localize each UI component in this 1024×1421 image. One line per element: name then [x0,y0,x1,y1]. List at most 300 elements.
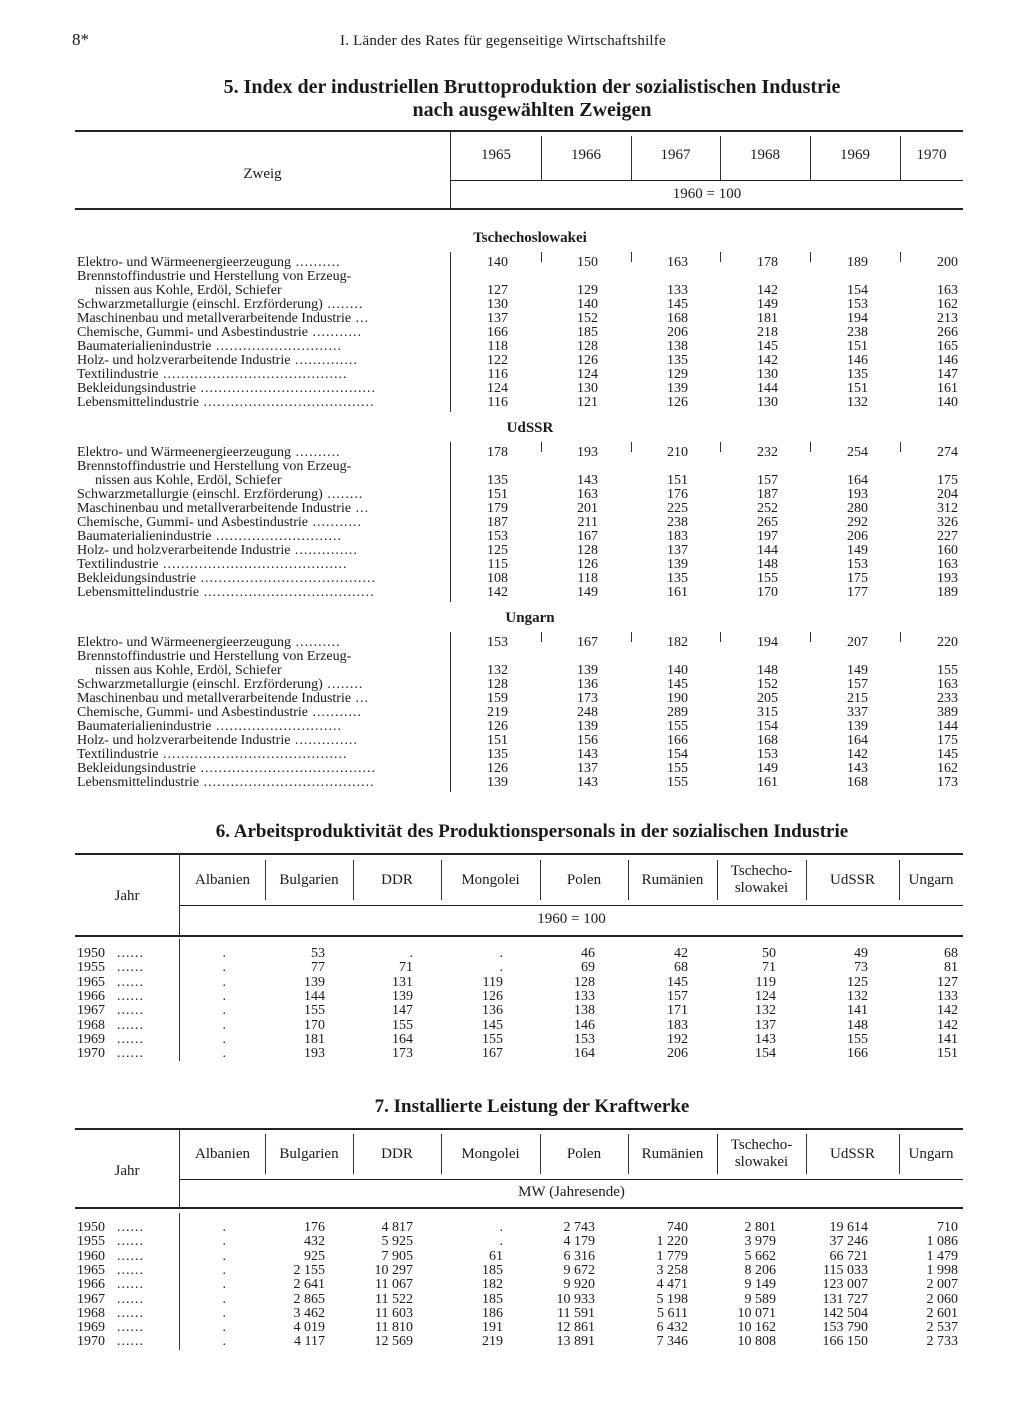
table7-column-divider [540,1134,541,1174]
table5-leader-dots: ............................ [211,719,343,734]
table7-unit: MW (Jahresende) [518,1184,625,1200]
table6-cell: . [222,1017,226,1033]
table5-cell: 206 [667,325,688,340]
table5-cell: 126 [487,719,508,734]
table5-row-label: nissen aus Kohle, Erdöl, Schiefer [95,473,282,488]
table7-stub-header: Jahr [114,1163,140,1179]
table5-cell: 135 [667,353,688,368]
table6-cell: 71 [762,960,776,976]
table5-leader-dots: ....................................... [196,571,376,586]
table5-year-header: 1966 [571,147,601,163]
table5-cell: 154 [757,719,778,734]
table6-cell: 71 [399,960,413,976]
table6-cell: 131 [392,974,413,990]
table5-cell: 108 [487,571,508,586]
table6-column-header: UdSSR [829,872,876,888]
table5-cell: 218 [757,325,778,340]
table6-leader-dots: ...... [117,1003,144,1019]
table5-cell: 181 [757,311,778,326]
table7-row [0,1278,1024,1292]
table7-leader-dots: ...... [117,1234,144,1250]
table5-leader-dots: ...................................... [199,585,375,600]
table5-header-rule [75,208,963,210]
table5-cell: 215 [847,691,868,706]
table7-column-divider [628,1134,629,1174]
table5-cell: 265 [757,515,778,530]
table5-cell: 122 [487,353,508,368]
table5-leader-dots: ......................................... [158,747,348,762]
table6-cell: 155 [482,1031,503,1047]
table5-cell: 128 [487,677,508,692]
table5-cell: 130 [577,381,598,396]
table7-cell: 176 [304,1220,325,1235]
table5-cell: 185 [577,325,598,340]
table6-cell: 124 [755,988,776,1004]
table5-cell: 187 [757,487,778,502]
table5-leader-dots: .......... [291,445,341,460]
table6-cell: 125 [847,974,868,990]
table5-cell: 157 [847,677,868,692]
table6-cell: 192 [667,1031,688,1047]
table6-cell: 77 [311,960,325,976]
table7-column-divider [265,1134,266,1174]
table5-cell: 148 [757,557,778,572]
table6-column-divider [899,860,900,900]
table5-cell: 137 [667,543,688,558]
table5-row [0,396,1024,410]
table7-column-header: Tschecho- [730,1137,793,1153]
table7-cell: 1 220 [656,1234,688,1250]
table6-cell: 154 [755,1046,776,1062]
table6-cell: . [222,1031,226,1047]
table5-cell: 187 [487,515,508,530]
table5-cell: 139 [667,381,688,396]
table7-row-year: 1969 [77,1320,105,1336]
table6-column-divider [540,860,541,900]
table6-cell: 147 [392,1003,413,1019]
table5-cell: 145 [667,677,688,692]
table6-cell: 139 [304,974,325,990]
table5-cell: 166 [487,325,508,340]
table5-leader-dots: ........ [322,487,364,502]
table6-cell: . [222,988,226,1004]
table5-cell: 173 [937,775,958,790]
table7-cell: 185 [482,1291,503,1307]
table7-cell: 2 641 [293,1277,325,1293]
table5-cell: 128 [577,543,598,558]
table7-cell: 2 801 [744,1220,776,1235]
table5-cell: 143 [847,761,868,776]
table7-cell: 9 672 [563,1262,595,1278]
table5-cell: 139 [577,663,598,678]
table5-cell: 193 [937,571,958,586]
table5-cell: 254 [847,445,868,460]
table6-cell: . [499,946,503,961]
table5-row-label: Holz- und holzverarbeitende Industrie .............. [77,353,358,368]
table5-cell: 151 [487,733,508,748]
table5-row [0,664,1024,678]
table5-cell: 116 [487,367,508,382]
table6-column-header: Ungarn [908,872,954,888]
table5-cell: 168 [757,733,778,748]
table5-leader-dots: ... [351,311,370,326]
table6-cell: 173 [392,1046,413,1062]
table5-cell: 155 [667,719,688,734]
table7-cell: 9 920 [563,1277,595,1293]
table7-cell: 8 206 [744,1262,776,1278]
table5-row [0,474,1024,488]
table5-year-header: 1965 [481,147,511,163]
table5-base-rule [451,180,963,181]
table5-row [0,572,1024,586]
table7-row [0,1235,1024,1249]
table6-cell: 141 [937,1031,958,1047]
table5-cell: 145 [757,339,778,354]
table5-cell: 139 [667,557,688,572]
table5-cell: 151 [667,473,688,488]
table5-row [0,586,1024,600]
table7-header-rule [75,1207,963,1209]
table5-cell: 140 [667,663,688,678]
table6-column-header: Bulgarien [279,872,339,888]
table6-cell: 68 [944,946,958,961]
table7-cell: 432 [304,1234,325,1250]
table6-cell: 119 [755,974,776,990]
table5-cell: 175 [847,571,868,586]
table6-cell: 155 [304,1003,325,1019]
table7-cell: 19 614 [829,1220,868,1235]
table5-leader-dots: ... [351,691,370,706]
table5-title-line2: nach ausgewählten Zweigen [412,99,652,121]
table7-cell: 3 979 [744,1234,776,1250]
table5-stub-header: Zweig [243,166,282,182]
table7-row-year: 1966 [77,1277,105,1293]
table6-cell: 136 [482,1003,503,1019]
table5-cell: 129 [577,283,598,298]
table5-year-header: 1967 [660,147,691,163]
table5-leader-dots: .............. [290,543,358,558]
table5-cell: 149 [847,663,868,678]
table7-cell: . [222,1277,226,1293]
table5-cell: 219 [487,705,508,720]
table6-cell: 68 [674,960,688,976]
table5-cell: 127 [487,283,508,298]
table6-cell: . [499,960,503,976]
table6-cell: 73 [854,960,868,976]
table5-row [0,706,1024,720]
table5-row [0,382,1024,396]
table5-row [0,720,1024,734]
table5-cell: 143 [577,473,598,488]
table5-row [0,544,1024,558]
table5-row-label: Baumaterialienindustrie ............................ [77,339,343,354]
table7-leader-dots: ...... [117,1334,144,1350]
table7-cell: 142 504 [822,1305,868,1321]
table5-row [0,762,1024,776]
table5-row-label: Maschinenbau und metallverarbeitende Industrie ... [77,691,370,706]
table6-cell: 155 [392,1017,413,1033]
table5-cell: 139 [847,719,868,734]
table7-leader-dots: ...... [117,1220,144,1235]
table5-row [0,256,1024,270]
table7-cell: 166 150 [822,1334,868,1350]
table5-row-label: Brennstoffindustrie und Herstellung von Erzeug- [77,649,352,664]
table5-cell: 142 [757,353,778,368]
table5-cell: 150 [577,255,598,270]
table5-cell: 126 [577,353,598,368]
table5-cell: 204 [937,487,958,502]
table5-cell: 176 [667,487,688,502]
table7-leader-dots: ...... [117,1248,144,1264]
table6-cell: 49 [854,946,868,961]
table6-cell: 53 [311,946,325,961]
table6-cell: 141 [847,1003,868,1019]
table5-cell: 175 [937,733,958,748]
table7-cell: 925 [304,1248,325,1264]
table5-row-label: Textilindustrie ......................................... [77,747,348,762]
table7-cell: 10 071 [737,1305,776,1321]
table7-column-divider [441,1134,442,1174]
table5-row-label: Maschinenbau und metallverarbeitende Industrie ... [77,311,370,326]
table5-cell: 238 [847,325,868,340]
table5-leader-dots: ........ [322,677,364,692]
table7-column-header: Albanien [195,1146,250,1162]
table7-row-year: 1970 [77,1334,105,1350]
table5-cell: 144 [757,381,778,396]
table7-row [0,1250,1024,1264]
table5-cell: 154 [667,747,688,762]
table7-cell: 11 603 [375,1305,413,1321]
table5-row [0,636,1024,650]
table5-cell: 238 [667,515,688,530]
table7-cell: 2 060 [926,1291,958,1307]
table7-cell: 37 246 [829,1234,868,1250]
table5-cell: 193 [577,445,598,460]
table5-cell: 142 [757,283,778,298]
table5-cell: 168 [847,775,868,790]
table7-cell: 11 810 [375,1320,413,1336]
table5-row-label: Brennstoffindustrie und Herstellung von Erzeug- [77,459,352,474]
table5-cell: 162 [937,761,958,776]
table7-cell: 710 [937,1220,958,1235]
table5-cell: 126 [487,761,508,776]
table7-row-year: 1960 [77,1248,105,1264]
table5-cell: 315 [757,705,778,720]
table5-cell: 125 [487,543,508,558]
table5-cell: 289 [667,705,688,720]
table6-row [0,961,1024,975]
table5-row-label: nissen aus Kohle, Erdöl, Schiefer [95,283,282,298]
table5-cell: 144 [937,719,958,734]
table7-row [0,1293,1024,1307]
table6-cell: 206 [667,1046,688,1062]
table7-cell: 2 007 [926,1277,958,1293]
table5-cell: 130 [487,297,508,312]
table5-cell: 115 [487,557,508,572]
table5-cell: 213 [937,311,958,326]
table6-cell: 146 [574,1017,595,1033]
table5-row-label: nissen aus Kohle, Erdöl, Schiefer [95,663,282,678]
table6-row [0,1047,1024,1061]
table7-cell: 182 [482,1277,503,1293]
table5-cell: 200 [937,255,958,270]
table7-leader-dots: ...... [117,1277,144,1293]
table5-cell: 280 [847,501,868,516]
table7-leader-dots: ...... [117,1291,144,1307]
table5-cell: 129 [667,367,688,382]
table6-leader-dots: ...... [117,988,144,1004]
table7-cell: 5 662 [744,1248,776,1264]
table7-column-header: Mongolei [461,1146,520,1162]
table6-column-header: DDR [381,872,413,888]
table7-cell: 4 019 [293,1320,325,1336]
table6-cell: 133 [937,988,958,1004]
table7-cell: 2 601 [926,1305,958,1321]
table6-cell: 193 [304,1046,325,1062]
table6-cell: 50 [762,946,776,961]
table5-cell: 140 [937,395,958,410]
table6-cell: 127 [937,974,958,990]
page-number: 8* [72,30,89,49]
table6-leader-dots: ...... [117,946,144,961]
table7-cell: . [222,1320,226,1336]
table7-column-divider [806,1134,807,1174]
table6-cell: 132 [755,1003,776,1019]
table5-row [0,312,1024,326]
table7-row [0,1264,1024,1278]
table6-column-header: Tschecho- [730,863,793,879]
table5-cell: 137 [577,761,598,776]
table5-cell: 266 [937,325,958,340]
table6-row-year: 1968 [77,1017,105,1033]
table5-column-divider [810,136,811,180]
table6-column-divider [441,860,442,900]
table6-cell: 166 [847,1046,868,1062]
table6-column-header: slowakei [734,880,789,896]
table5-cell: 139 [487,775,508,790]
table5-cell: 162 [937,297,958,312]
table7-cell: 186 [482,1305,503,1321]
table5-cell: 145 [667,297,688,312]
table5-leader-dots: ....................................... [196,761,376,776]
table7-cell: . [222,1262,226,1278]
table6-cell: . [222,1046,226,1062]
table6-row-year: 1970 [77,1046,105,1062]
table5-cell: 118 [577,571,598,586]
table5-section-title: UdSSR [506,420,554,436]
table5-cell: 149 [757,297,778,312]
table5-cell: 142 [487,585,508,600]
table6-leader-dots: ...... [117,960,144,976]
table5-cell: 178 [487,445,508,460]
table5-cell: 182 [667,635,688,650]
table6-column-header: Mongolei [461,872,520,888]
table5-cell: 155 [757,571,778,586]
table5-cell: 121 [577,395,598,410]
table5-year-header: 1970 [916,147,947,163]
table5-cell: 153 [847,557,868,572]
table7-cell: 9 589 [744,1291,776,1307]
table6-base-rule [180,905,963,906]
table5-cell: 205 [757,691,778,706]
table7-cell: 2 537 [926,1320,958,1336]
table5-cell: 142 [847,747,868,762]
table5-row-label: Bekleidungsindustrie ....................................... [77,571,376,586]
table5-cell: 124 [577,367,598,382]
table7-cell: 131 727 [822,1291,868,1307]
table7-column-divider [717,1134,718,1174]
table5-cell: 133 [667,283,688,298]
table6-column-header: Albanien [195,872,250,888]
table6-cell: 151 [937,1046,958,1062]
table5-cell: 138 [667,339,688,354]
table5-cell: 130 [757,395,778,410]
table5-row-label: Chemische, Gummi- und Asbestindustrie ........... [77,705,362,720]
table5-cell: 164 [847,733,868,748]
table6-row [0,976,1024,990]
table5-cell: 190 [667,691,688,706]
table5-leader-dots: ......................................... [158,557,348,572]
table5-row [0,368,1024,382]
table5-row-label: Schwarzmetallurgie (einschl. Erzförderung) ........ [77,677,364,692]
table7-cell: 7 905 [381,1248,413,1264]
table5-row [0,446,1024,460]
table5-cell: 126 [577,557,598,572]
table7-column-divider [899,1134,900,1174]
table5-cell: 143 [577,747,598,762]
table6-column-header: Rumänien [641,872,704,888]
table5-cell: 128 [577,339,598,354]
table6-cell: . [409,946,413,961]
table5-row [0,650,1024,664]
table5-leader-dots: ........... [307,515,362,530]
table5-cell: 135 [847,367,868,382]
table6-cell: 128 [574,974,595,990]
table5-row-label: Brennstoffindustrie und Herstellung von Erzeug- [77,269,352,284]
table6-cell: 171 [667,1003,688,1019]
table5-column-divider [900,136,901,180]
table5-year-header: 1968 [750,147,780,163]
table5-column-divider [541,136,542,180]
table5-row [0,530,1024,544]
table5-cell: 326 [937,515,958,530]
table6-cell: 164 [392,1031,413,1047]
table7-cell: 1 086 [926,1234,958,1250]
table5-row-label: Bekleidungsindustrie ....................................... [77,381,376,396]
table5-leader-dots: ............................ [211,529,343,544]
table5-cell: 166 [667,733,688,748]
table7-cell: 123 007 [822,1277,868,1293]
table7-cell: 2 733 [926,1334,958,1350]
table5-cell: 146 [937,353,958,368]
table5-row-label: Chemische, Gummi- und Asbestindustrie ........... [77,515,362,530]
table6-cell: 164 [574,1046,595,1062]
table6-cell: . [222,960,226,976]
table5-row [0,678,1024,692]
table5-cell: 153 [487,635,508,650]
table7-top-rule [75,1128,963,1130]
table5-cell: 160 [937,543,958,558]
table5-cell: 151 [487,487,508,502]
table5-leader-dots: .............. [290,353,358,368]
table6-cell: 181 [304,1031,325,1047]
table7-cell: 11 522 [375,1291,413,1307]
table7-cell: 61 [489,1248,503,1264]
table5-cell: 232 [757,445,778,460]
table6-column-divider [806,860,807,900]
table6-cell: 81 [944,960,958,976]
table5-cell: 189 [847,255,868,270]
